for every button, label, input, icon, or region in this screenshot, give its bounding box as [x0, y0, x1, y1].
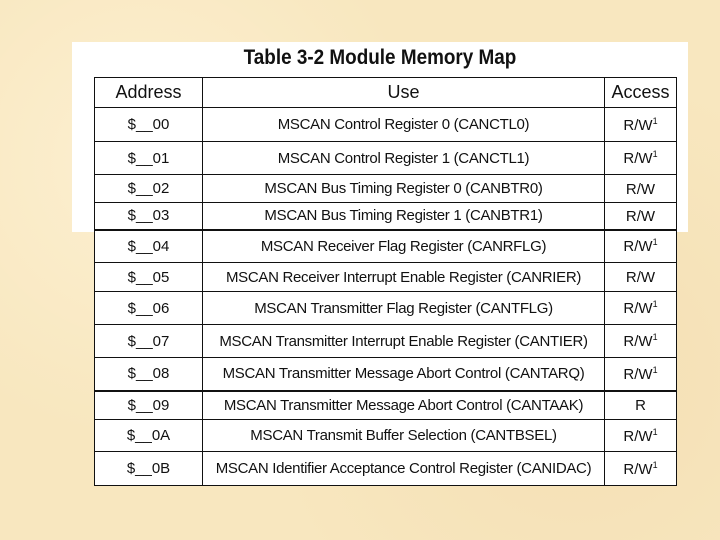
header-access: Access	[605, 78, 677, 108]
access-value: R/W	[625, 180, 656, 198]
footnote-marker: 1	[652, 237, 658, 248]
use-cell: MSCAN Control Register 1 (CANCTL1)	[203, 142, 605, 175]
address-cell: $__03	[95, 203, 203, 230]
header-use: Use	[203, 78, 605, 108]
table-row	[95, 420, 677, 452]
access-value: R/W	[623, 427, 653, 445]
table-row	[95, 108, 677, 142]
footnote-marker: 1	[652, 149, 658, 159]
access-value: R/W	[623, 150, 653, 167]
access-value: R/W	[625, 207, 656, 225]
footnote-marker: 1	[652, 332, 658, 342]
table-row	[95, 391, 677, 420]
table-row	[95, 325, 677, 358]
address-cell: $__07	[95, 325, 203, 358]
access-cell	[605, 142, 677, 175]
access-value: R/W	[623, 460, 653, 478]
access-value: R/W	[623, 116, 653, 134]
footnote-marker: 1	[652, 426, 658, 437]
access-cell	[605, 358, 677, 391]
address-cell: $__06	[95, 292, 203, 325]
memory-map-table	[94, 77, 677, 486]
access-value: R	[635, 397, 646, 415]
footnote-marker: 1	[652, 459, 658, 470]
table-row	[95, 142, 677, 175]
access-cell	[605, 203, 677, 230]
use-cell: MSCAN Identifier Acceptance Control Register (CANIDAC)	[203, 452, 605, 486]
address-cell: $__04	[95, 230, 203, 263]
access-cell	[605, 325, 677, 358]
use-cell: MSCAN Bus Timing Register 0 (CANBTR0)	[203, 175, 605, 203]
table-row	[95, 203, 677, 230]
access-cell	[605, 391, 677, 420]
use-cell: MSCAN Transmitter Flag Register (CANTFLG)	[203, 292, 605, 325]
table-row	[95, 175, 677, 203]
header-address: Address	[95, 78, 203, 108]
access-value: R/W	[625, 269, 656, 286]
footnote-marker: 1	[652, 115, 658, 126]
table-row	[95, 452, 677, 486]
access-value: R/W	[623, 365, 653, 383]
use-cell: MSCAN Receiver Flag Register (CANRFLG)	[203, 230, 605, 263]
address-cell: $__00	[95, 108, 203, 142]
use-cell: MSCAN Transmitter Message Abort Control (CANTARQ)	[203, 358, 605, 391]
address-cell: $__01	[95, 142, 203, 175]
use-cell: MSCAN Transmitter Interrupt Enable Register (CANTIER)	[203, 325, 605, 358]
address-cell: $__08	[95, 358, 203, 391]
table-row	[95, 263, 677, 292]
access-cell	[605, 108, 677, 142]
access-cell	[605, 452, 677, 486]
use-cell: MSCAN Transmitter Message Abort Control (CANTAAK)	[203, 391, 605, 420]
use-cell: MSCAN Transmit Buffer Selection (CANTBSEL)	[203, 420, 605, 452]
access-cell	[605, 230, 677, 263]
header-row	[95, 78, 677, 108]
access-cell	[605, 263, 677, 292]
footnote-marker: 1	[652, 299, 658, 309]
access-cell	[605, 420, 677, 452]
use-cell: MSCAN Bus Timing Register 1 (CANBTR1)	[203, 203, 605, 230]
table-row	[95, 230, 677, 263]
access-value: R/W	[623, 300, 653, 317]
use-cell: MSCAN Receiver Interrupt Enable Register (CANRIER)	[203, 263, 605, 292]
table-title: Table 3-2 Module Memory Map	[243, 46, 517, 69]
address-cell: $__02	[95, 175, 203, 203]
access-value: R/W	[623, 238, 653, 256]
address-cell: $__0A	[95, 420, 203, 452]
address-cell: $__0B	[95, 452, 203, 486]
use-cell: MSCAN Control Register 0 (CANCTL0)	[203, 108, 605, 142]
footnote-marker: 1	[652, 364, 658, 375]
access-cell	[605, 292, 677, 325]
table-row	[95, 358, 677, 391]
access-value: R/W	[623, 333, 653, 350]
access-cell	[605, 175, 677, 203]
address-cell: $__05	[95, 263, 203, 292]
table-row	[95, 292, 677, 325]
address-cell: $__09	[95, 391, 203, 420]
